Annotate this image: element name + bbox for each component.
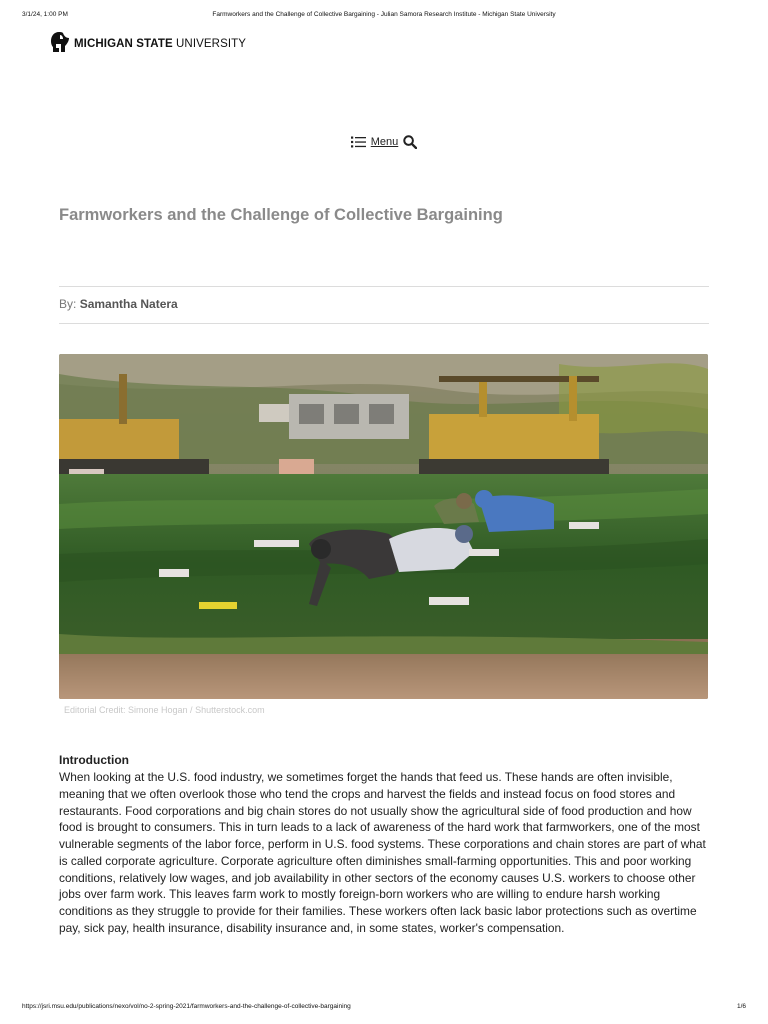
byline-prefix: By: [59, 297, 77, 311]
print-page-number: 1/6 [736, 1003, 746, 1010]
menu-link[interactable]: Menu [370, 136, 399, 148]
divider-bottom [59, 323, 709, 324]
print-page-title: Farmworkers and the Challenge of Collective Bargaining - Julian Samora Research Institute - Michigan State University [212, 11, 556, 18]
author-name: Samantha Natera [79, 297, 178, 311]
print-header [22, 11, 746, 21]
byline [59, 297, 178, 311]
spartan-helmet-icon [50, 31, 70, 58]
hero-photo [59, 354, 708, 699]
msu-logo[interactable] [50, 33, 246, 55]
main-menu [0, 135, 768, 149]
article-title: Farmworkers and the Challenge of Collective Bargaining [59, 206, 503, 224]
intro-paragraph: When looking at the U.S. food industry, we sometimes forget the hands that feed us. These hands are often invisible, meaning that we often overlook those who tend the crops and harvest the fields and instead focus on food stores and restaurants. Food corporations and big chain stores do not usually show the agricultural side of food production and how food is brought to consumers. This in turn leads to a lack of awareness of the hard work that farmworkers, one of the most vulnerable segments of the labor force, perform in U.S. food systems. These corporations and chain stores are part of what is called corporate agriculture. Corporate agriculture often diminishes small-farming opportunities. This and poor working conditions, relatively low wages, and job availability in other sectors of the economy causes U.S. workers to choose other jobs over farm work. This leaves farm work to mostly foreign-born workers who are willing to endure harsh working conditions as they struggle to provide for their families. These workers often lack basic labor protections such as overtime pay, sick pay, health insurance, disability insurance and, in some states, worker's compensation. [59, 770, 706, 935]
section-heading-introduction: Introduction [59, 753, 129, 767]
logo-wordmark-regular: UNIVERSITY [172, 38, 247, 50]
hamburger-list-icon[interactable] [351, 136, 366, 148]
print-footer [22, 1003, 746, 1013]
logo-wordmark [74, 38, 246, 50]
divider-top [59, 286, 709, 287]
print-url: https://jsri.msu.edu/publications/nexo/vol/no-2-spring-2021/farmworkers-and-the-challenge-of-collective-bargaining [22, 1003, 351, 1010]
print-date: 3/1/24, 1:00 PM [22, 11, 68, 18]
image-credit: Editorial Credit: Simone Hogan / Shutterstock.com [64, 705, 265, 715]
farmworkers-field-image [59, 354, 708, 699]
search-icon[interactable] [401, 135, 417, 149]
logo-wordmark-bold: MICHIGAN STATE [74, 38, 173, 50]
